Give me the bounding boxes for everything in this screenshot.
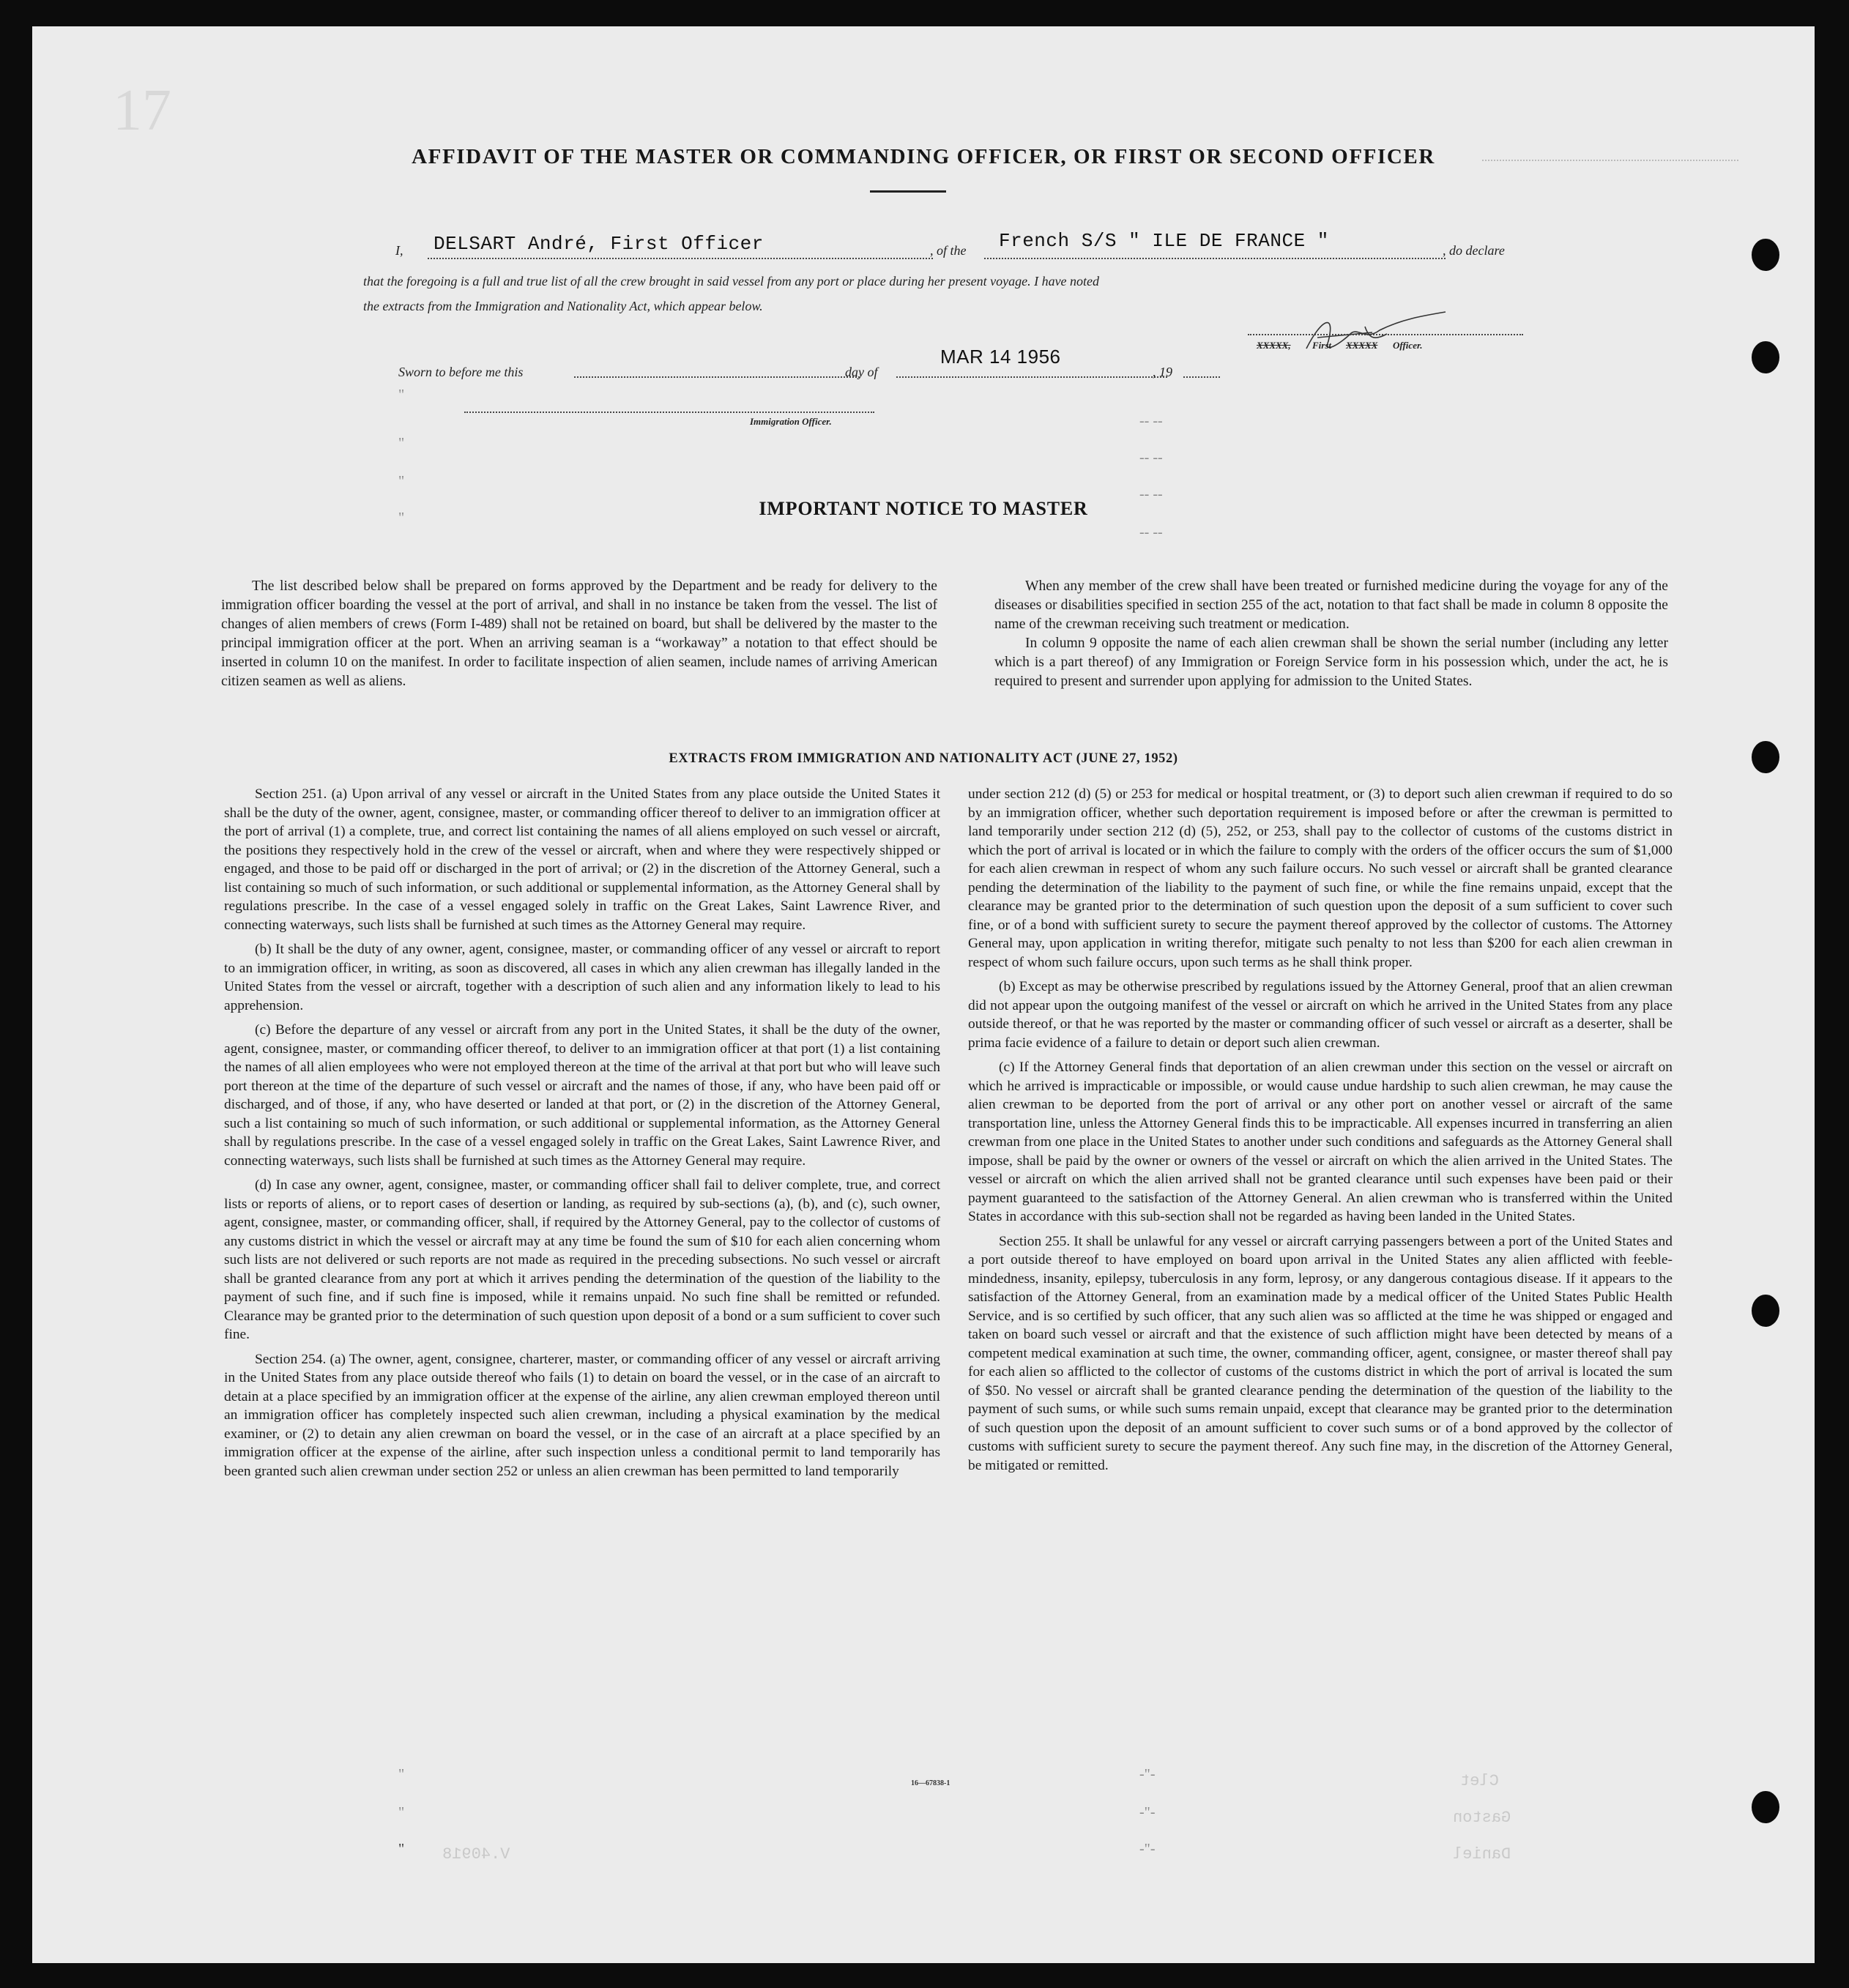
section-255: Section 255. It shall be unlawful for any vessel or aircraft carrying passengers between a port of the United States and a port outside thereof to have employed on board upon arrival in the United States any alien afflicted with feeble-mindedness, insanity, epilepsy, tuberculosis in any form, leprosy, or any dangerous contagious disease. If it appears to the satisfaction of the Attorney General, from an examination made by a medical officer of the United States Public Health Service, and is so certified by such officer, that any such alien was so afflicted at the time he was shipped or engaged and taken on board such vessel or aircraft and that the existence of such affliction might have been detected by means of a competent medical examination at such time, the owner, commanding officer, agent, consignee, or master thereof shall pay for each alien so afflicted to the collector of customs of the customs district in which the port of arrival is located the sum of $50. No vessel or aircraft shall be granted clearance pending the determination of the question of the liability to the payment of such sums, or while such sums remain unpaid, except that clearance may be granted prior to the determination of such question upon the deposit of an amount sufficient to cover such sums or of a bond approved by the collector of customs with sufficient surety to secure the payment thereof. Any such fine may, in the discretion of the Attorney General, be mitigated or remitted. (968, 1233, 1673, 1473)
declaration-line2: that the foregoing is a full and true list of all the crew brought in said vessel from any port or place during her present voyage. I have noted (363, 274, 1100, 288)
section-254b: (b) Except as may be otherwise prescribed by regulations issued by the Attorney General, proof that an alien crewman did not appear upon the outgoing manifest of the vessel or aircraft on which he arrived in the United States from any place outside thereof, or that he was reported by the master or commanding officer of such vessel or aircraft as a deserter, shall be prima facie evidence of a failure to detain or deport such alien crewman. (968, 979, 1673, 1051)
of-the-label: , of the (930, 243, 967, 258)
vessel-field (984, 230, 1446, 259)
ditto-mark: -"- (1139, 1804, 1156, 1820)
ditto-mark: -- -- (1139, 413, 1163, 429)
ditto-mark: -- -- (1139, 450, 1163, 466)
bleed-dots (1482, 160, 1738, 161)
sworn-month-field (896, 376, 1167, 378)
ditto-mark: " (398, 1841, 405, 1857)
ditto-mark: " (398, 1766, 405, 1782)
document-page (32, 26, 1815, 1963)
bleed-text-row3: Daniel (1453, 1845, 1511, 1864)
punch-hole (1752, 1791, 1779, 1823)
punch-hole (1752, 341, 1779, 373)
ditto-mark: -"- (1139, 1766, 1156, 1782)
ditto-mark: " (398, 1804, 405, 1820)
ditto-mark: -- -- (1139, 486, 1163, 502)
year-prefix: , 19 (1153, 365, 1172, 379)
declaration-line3: the extracts from the Immigration and Nationality Act, which appear below. (363, 299, 763, 313)
struck-word-1: XXXXX, (1257, 340, 1291, 351)
officer-sign-label-first: First (1312, 340, 1332, 351)
bleed-through-mark: 17 (113, 78, 171, 143)
notice-right-text-2: In column 9 opposite the name of each alien crewman shall be shown the serial number (including any letter which is a part thereof) of any Immigration or Foreign Service form in his possession which, under the act, he is required to present and surrender upon applying for admission to the United States. (994, 635, 1668, 689)
name-typed: DELSART André, First Officer (434, 233, 764, 255)
notice-left-text: The list described below shall be prepared on forms approved by the Department and be ready for delivery to the immigration officer boarding the vessel at the port of arrival, and shall in no instance be taken from the vessel. The list of changes of alien members of crews (Form I-489) shall not be retained on board, but shall be delivered by the master to the principal immigration officer at the port. When an arriving seaman is a “workaway” a notation to that effect should be inserted in column 10 on the manifest. In order to facilitate inspection of alien seamen, include names of arriving American citizen seamen as well as aliens. (221, 578, 937, 689)
bleed-num-row3: V.40918 (442, 1845, 510, 1864)
form-number: 16—67838-1 (911, 1779, 950, 1787)
immigration-officer-sign-line (464, 412, 874, 413)
day-of-label: day of (845, 365, 878, 379)
ditto-mark: " (398, 387, 405, 403)
bleed-text-row1: Clet (1460, 1772, 1499, 1790)
section-254a: Section 254. (a) The owner, agent, consignee, charterer, master, or commanding officer of any vessel or aircraft arriving in the United States from any place outside thereof who fails (1) to detain on board the vessel, or in the case of an aircraft to detain at a place specified by an immigration officer at the expense of the airline, any alien crewman employed thereon until an immigration officer has completely inspected such alien crewman, including a physical examination by the medical examiner, or (2) to detain any alien crewman on board the vessel, or in the case of an aircraft at a place specified by an immigration officer at the expense of the airline, after such inspection unless a conditional permit to land temporarily has been granted such alien crewman under section 252 or unless an alien crewman has been permitted to land temporarily (224, 1351, 940, 1479)
notice-title: IMPORTANT NOTICE TO MASTER (759, 498, 1088, 519)
date-stamp: MAR 14 1956 (940, 346, 1061, 368)
year-field (1183, 376, 1220, 378)
section-254a-cont: under section 212 (d) (5) or 253 for medical or hospital treatment, or (3) to deport such alien crewman if required to do so by an immigration officer, whether such deportation requirement is imposed before or after the crewman is permitted to land temporarily under section 212 (d) (5), 252, or 253, shall pay to the collector of customs of the customs district in which the port of arrival is located or in which the failure to comply with the orders of the officer occurs the sum of $1,000 for each alien crewman in respect of whom any such failure occurs. No such vessel or aircraft shall be granted clearance pending the determination of the liability to the payment of such fine, or while the fine remains unpaid, except that the clearance may be granted prior to the determination of such question upon the deposit of a sum sufficient to cover such fine, or of a bond with sufficient surety to secure the payment thereof approved by the collector of customs. The Attorney General may, upon application in writing therefor, mitigate such penalty to not less than $200 for each alien crewman in respect of whom such failure occurs, upon such terms as he shall think proper. (968, 786, 1673, 970)
extracts-right-column (968, 785, 1673, 1481)
section-254c: (c) If the Attorney General finds that deportation of an alien crewman under this section on the vessel or aircraft on which he arrived is impracticable or impossible, or would cause undue hardship to such alien crewman, he may cause the alien crewman to be deported from the port of arrival or any other port on another vessel or aircraft of the same transportation line, unless the Attorney General finds this to be impracticable. All expenses incurred in transferring an alien crewman from one place in the United States to another under such conditions and safeguards as the Attorney General shall impose, shall be paid by the owner or owners of the vessel or aircraft on which the alien arrived in the United States. The vessel or aircraft on which the alien arrived shall not be granted clearance until such expenses have been paid or their payment guaranteed to the satisfaction of the Attorney General. An alien crewman who is transferred within the United States in accordance with this sub-section shall not be regarded as having been landed in the United States. (968, 1060, 1673, 1224)
ditto-mark: " (398, 473, 405, 489)
vessel-typed: French S/S " ILE DE FRANCE " (999, 230, 1329, 252)
do-declare-label: , do declare (1443, 243, 1505, 258)
ditto-mark: " (398, 510, 405, 526)
sworn-prefix: Sworn to before me this (398, 365, 524, 379)
extracts-title: EXTRACTS FROM IMMIGRATION AND NATIONALITY ACT (JUNE 27, 1952) (669, 751, 1178, 766)
section-251c: (c) Before the departure of any vessel or aircraft from any port in the United States, it shall be the duty of the owner, agent, consignee, master, or commanding officer thereof, to deliver to an immigration officer at that port (1) a list containing the names of all alien employees who were not employed thereon at the time of the arrival at that port but who will leave such port thereon at the time of the departure of such vessel or aircraft and the names of those, if any, who have been paid off or discharged, and of those, if any, who have deserted or landed at that port, or (2) in the discretion of the Attorney General, such a list containing so much of such information, or such additional or supplemental information, as the Attorney General shall by regulations prescribe. In the case of a vessel engaged solely in traffic on the Great Lakes, Saint Lawrence River, and connecting waterways, such lists shall be furnished at such times as the Attorney General may require. (224, 1022, 940, 1169)
section-251b: (b) It shall be the duty of any owner, agent, consignee, master, or commanding officer of any vessel or aircraft to report to an immigration officer, in writing, as soon as discovered, all cases in which any alien crewman has illegally landed in the United States from the vessel or aircraft, together with a description of such alien and any information likely to lead to his apprehension. (224, 942, 940, 1013)
ditto-mark: " (398, 435, 405, 451)
name-field (428, 233, 933, 259)
title-underline (870, 190, 946, 193)
declaration-prefix: I, (395, 243, 403, 258)
punch-hole (1752, 239, 1779, 271)
affidavit-title: AFFIDAVIT OF THE MASTER OR COMMANDING OFFICER, OR FIRST OR SECOND OFFICER (412, 145, 1435, 168)
ditto-mark: -- -- (1139, 524, 1163, 540)
notice-left (221, 577, 937, 690)
struck-word-2: XXXXX (1346, 340, 1378, 351)
extracts-left-column (224, 785, 940, 1486)
ditto-mark: -"- (1139, 1841, 1156, 1857)
bleed-text-row2: Gaston (1453, 1809, 1511, 1827)
officer-label: Officer. (1393, 340, 1423, 351)
signature (1277, 297, 1467, 363)
notice-right (994, 577, 1668, 690)
punch-hole (1752, 1295, 1779, 1327)
sworn-day-field (574, 376, 860, 378)
section-251d: (d) In case any owner, agent, consignee, master, or commanding officer shall fail to deliver complete, true, and correct lists or reports of aliens, or to report cases of desertion or landing, as required by sub-sections (a), (b), and (c), such owner, agent, consignee, master, or commanding officer, shall, if required by the Attorney General, pay to the collector of customs of any customs district in which the vessel or aircraft may at any time be found the sum of $10 for each alien concerning whom such lists are not delivered or such reports are not made as required in the preceding subsections. No such vessel or aircraft shall be granted clearance from any port at which it arrives pending the determination of the question of the liability to the payment of such fine, and if such fine is imposed, while it remains unpaid. No such fine shall be remitted or refunded. Clearance may be granted prior to the determination of such question upon deposit of a bond or a sum sufficient to cover such fine. (224, 1177, 940, 1342)
section-251a: Section 251. (a) Upon arrival of any vessel or aircraft in the United States from any place outside the United States it shall be the duty of the owner, agent, consignee, master, or commanding officer thereof to deliver to an immigration officer at the port of arrival (1) a complete, true, and correct list containing the names of all aliens employed on such vessel or aircraft, the positions they respectively hold in the crew of the vessel or aircraft, when and where they were respectively shipped or engaged, and those to be paid off or discharged in the port of arrival; or (2) in the discretion of the Attorney General, such a list containing so much of such information, or such additional or supplemental information, as the Attorney General shall by regulations prescribe. In the case of a vessel engaged solely in traffic on the Great Lakes, Saint Lawrence River, and connecting waterways, such lists shall be furnished at such times as the Attorney General may require. (224, 786, 940, 933)
officer-sign-line (1248, 334, 1523, 335)
punch-hole (1752, 741, 1779, 773)
immigration-officer-label: Immigration Officer. (750, 416, 832, 427)
notice-right-text-1: When any member of the crew shall have been treated or furnished medicine during the voyage for any of the diseases or disabilities specified in section 255 of the act, notation to that fact shall be made in column 8 opposite the name of the crewman receiving such treatment or medication. (994, 578, 1668, 632)
